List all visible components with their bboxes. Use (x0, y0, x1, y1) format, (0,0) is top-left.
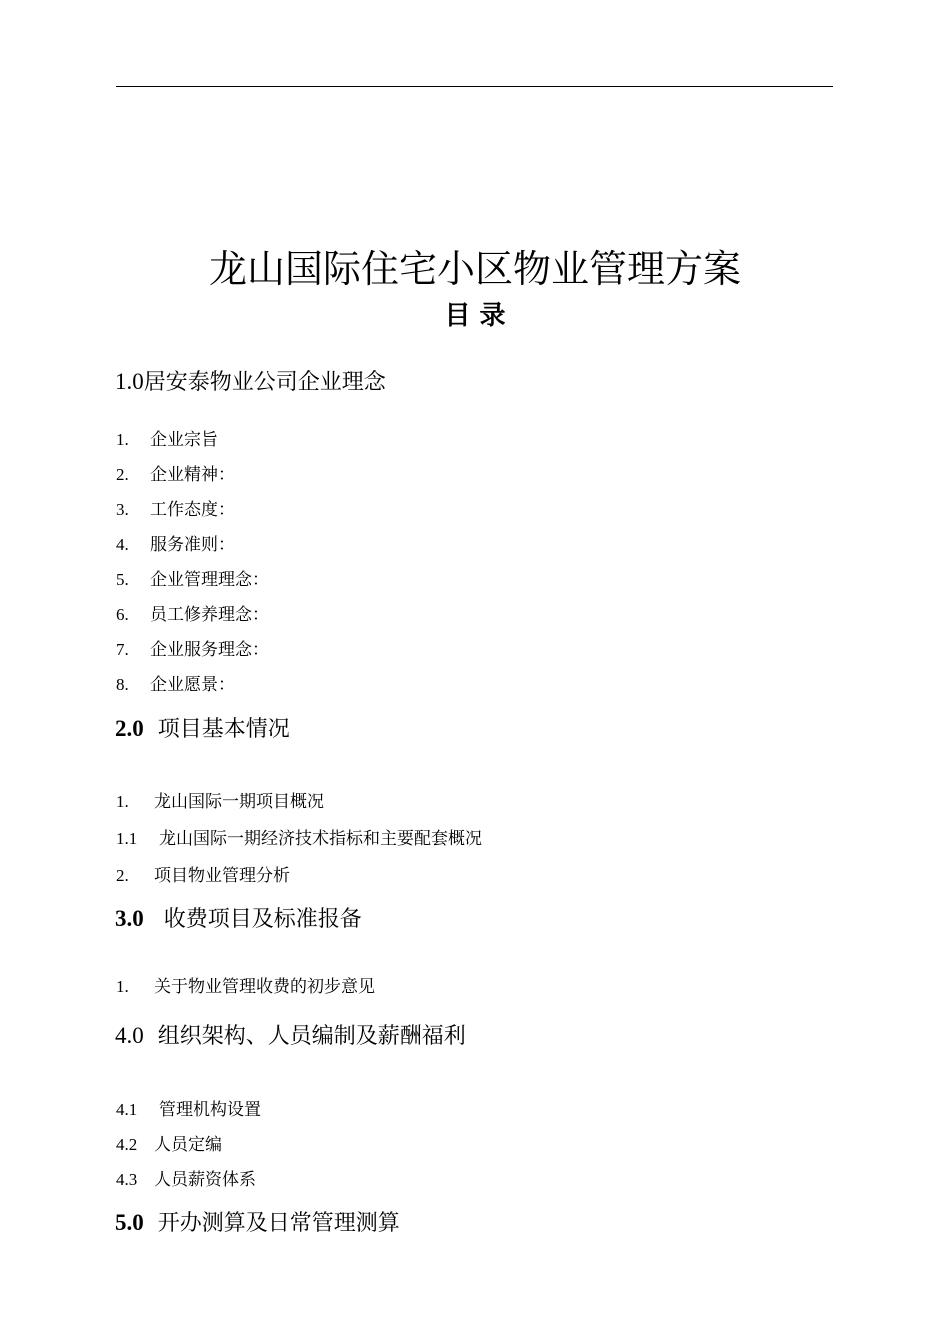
item-text: 人员薪资体系 (154, 1170, 256, 1190)
toc-item[interactable] (116, 673, 235, 697)
document-title: 龙山国际住宅小区物业管理方案 (208, 247, 741, 291)
section-label: 收费项目及标准报备 (163, 907, 362, 932)
item-number: 1.1 (116, 829, 138, 848)
toc-item[interactable] (116, 790, 324, 814)
toc-item[interactable] (116, 568, 269, 592)
header-rule (116, 86, 833, 87)
toc-item[interactable] (116, 827, 482, 851)
toc-item[interactable] (116, 1133, 222, 1157)
toc-item[interactable] (116, 533, 235, 557)
item-text: 项目物业管理分析 (154, 866, 290, 886)
item-number: 1. (116, 430, 129, 449)
toc-item[interactable] (116, 638, 269, 662)
section-number: 5.0 (115, 1210, 144, 1235)
section-label: 居安泰物业公司企业理念 (143, 370, 386, 395)
item-text: 企业愿景： (150, 675, 235, 695)
toc-section-3[interactable] (115, 903, 362, 936)
toc-item[interactable] (116, 428, 218, 452)
item-number: 4. (116, 535, 129, 554)
toc-heading: 目 录 (444, 301, 506, 331)
item-text: 企业服务理念： (150, 640, 269, 660)
item-number: 1. (116, 792, 129, 811)
item-number: 4.2 (116, 1135, 138, 1154)
section-number: 4.0 (115, 1023, 144, 1048)
item-text: 龙山国际一期经济技术指标和主要配套概况 (159, 829, 482, 849)
item-number: 8. (116, 675, 129, 694)
toc-item[interactable] (116, 603, 269, 627)
toc-section-1[interactable] (115, 366, 386, 399)
item-number: 4.3 (116, 1170, 138, 1189)
item-number: 5. (116, 570, 129, 589)
item-number: 7. (116, 640, 129, 659)
item-text: 工作态度： (150, 500, 235, 520)
item-text: 龙山国际一期项目概况 (154, 792, 324, 812)
item-number: 2. (116, 465, 129, 484)
toc-item[interactable] (116, 864, 290, 888)
toc-item[interactable] (116, 463, 235, 487)
section-number: 1.0 (115, 369, 144, 394)
item-text: 服务准则： (150, 535, 235, 555)
toc-section-5[interactable] (115, 1207, 400, 1240)
item-text: 企业管理理念： (150, 570, 269, 590)
section-label: 项目基本情况 (157, 717, 290, 742)
toc-item[interactable] (116, 975, 375, 999)
toc-section-2[interactable] (115, 713, 290, 746)
section-label: 开办测算及日常管理测算 (157, 1211, 400, 1236)
section-label: 组织架构、人员编制及薪酬福利 (157, 1024, 466, 1049)
item-text: 员工修养理念： (150, 605, 269, 625)
item-text: 人员定编 (154, 1135, 222, 1155)
toc-item[interactable] (116, 498, 235, 522)
toc-section-4[interactable] (115, 1020, 466, 1053)
toc-item[interactable] (116, 1168, 256, 1192)
toc-item[interactable] (116, 1098, 261, 1122)
item-number: 6. (116, 605, 129, 624)
item-text: 管理机构设置 (159, 1100, 261, 1120)
item-number: 1. (116, 977, 129, 996)
item-number: 3. (116, 500, 129, 519)
item-text: 企业精神： (150, 465, 235, 485)
item-number: 4.1 (116, 1100, 138, 1119)
item-text: 企业宗旨 (150, 430, 218, 450)
section-number: 3.0 (115, 906, 144, 931)
item-text: 关于物业管理收费的初步意见 (154, 977, 375, 997)
section-number: 2.0 (115, 716, 144, 741)
item-number: 2. (116, 866, 129, 885)
